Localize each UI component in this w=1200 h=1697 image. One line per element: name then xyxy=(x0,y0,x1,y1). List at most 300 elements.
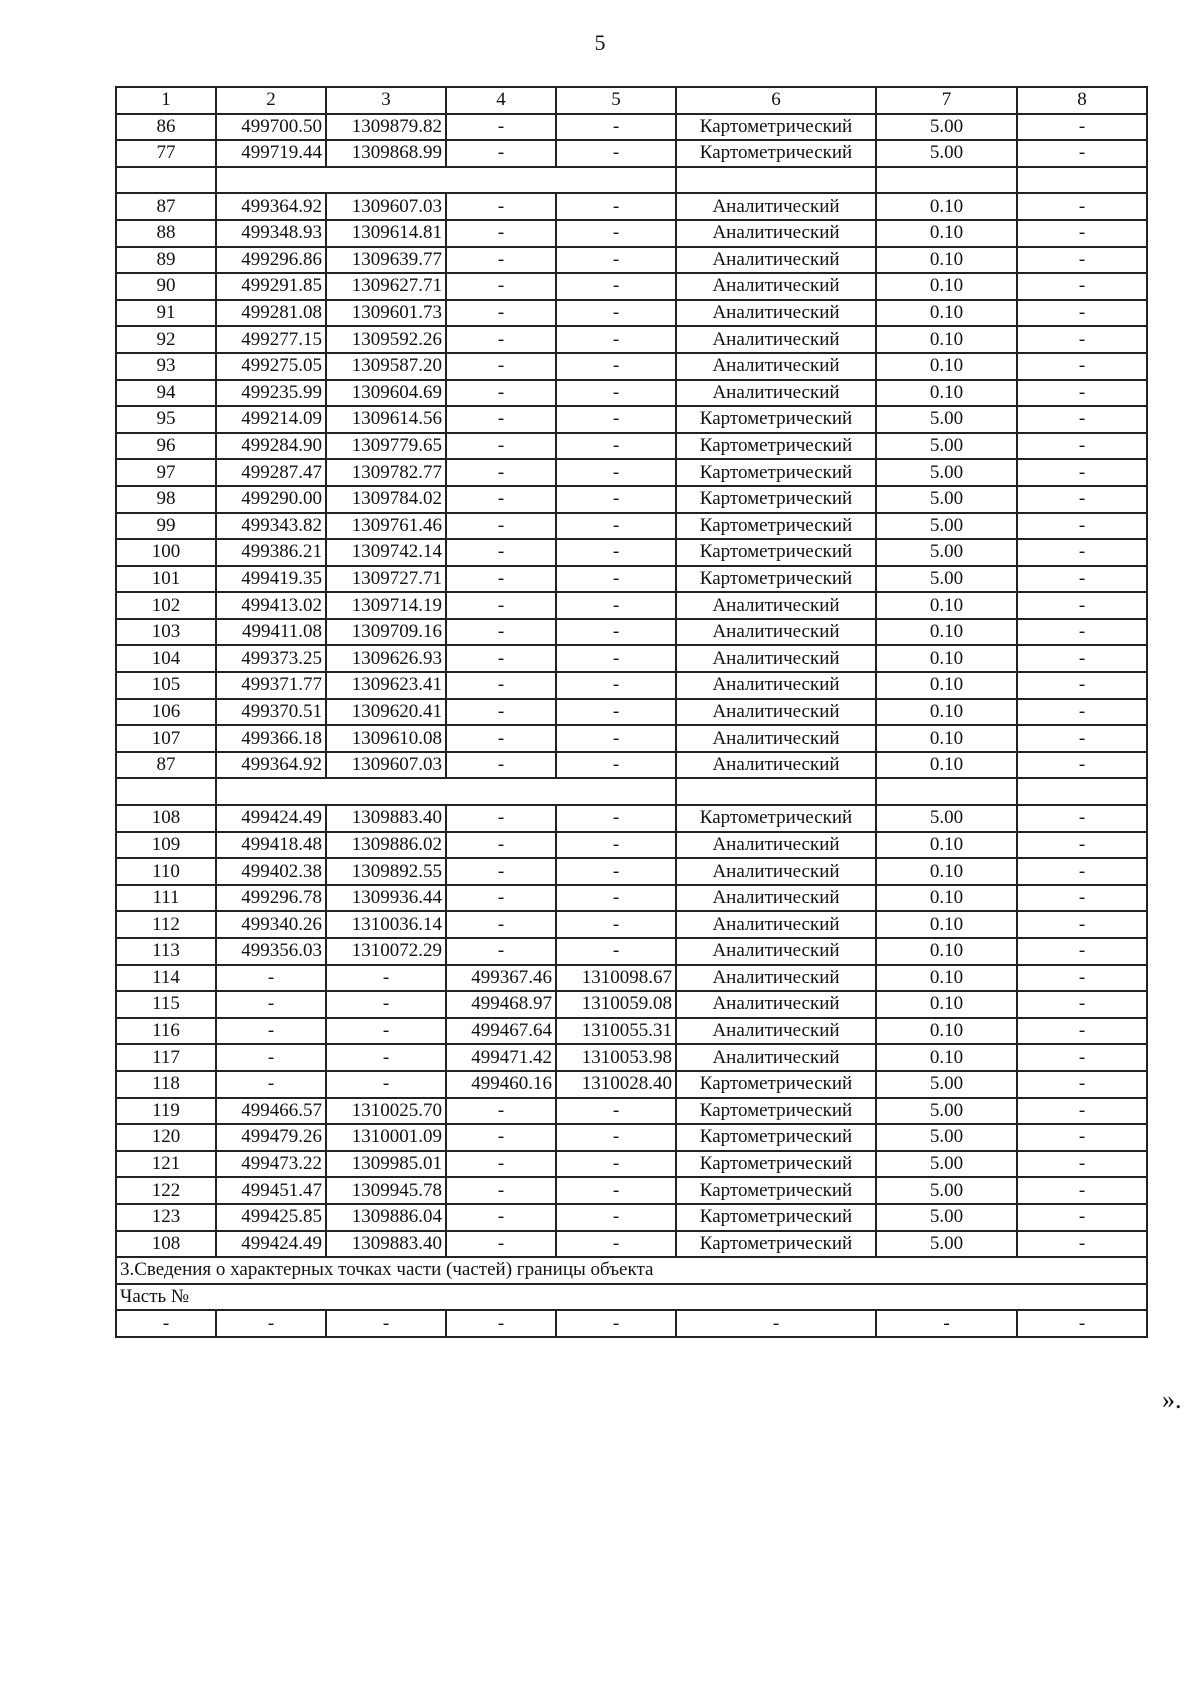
table-row xyxy=(116,114,1147,141)
description-cell: - xyxy=(1017,513,1147,540)
accuracy-cell: 5.00 xyxy=(876,1124,1017,1151)
method-cell: Аналитический xyxy=(676,300,876,327)
x-coordinate-cell: 499418.48 xyxy=(216,832,326,859)
x-coordinate-alt-cell: - xyxy=(446,619,556,646)
method-cell: Картометрический xyxy=(676,114,876,141)
accuracy-cell: 0.10 xyxy=(876,592,1017,619)
x-coordinate-alt-cell: - xyxy=(446,1098,556,1125)
method-cell: Аналитический xyxy=(676,1018,876,1045)
x-coordinate-cell: - xyxy=(216,1018,326,1045)
y-coordinate-alt-cell: - xyxy=(556,858,676,885)
y-coordinate-cell: 1309614.56 xyxy=(326,406,446,433)
y-coordinate-cell: - xyxy=(326,1018,446,1045)
x-coordinate-alt-cell: - xyxy=(446,645,556,672)
x-coordinate-cell: 499424.49 xyxy=(216,805,326,832)
point-number-cell: 96 xyxy=(116,433,216,460)
method-cell: Аналитический xyxy=(676,326,876,353)
x-coordinate-alt-cell: - xyxy=(446,273,556,300)
x-coordinate-cell: 499284.90 xyxy=(216,433,326,460)
y-coordinate-cell: 1309868.99 xyxy=(326,140,446,167)
description-cell: - xyxy=(1017,433,1147,460)
y-coordinate-alt-cell: - xyxy=(556,193,676,220)
point-number-cell: 122 xyxy=(116,1177,216,1204)
accuracy-cell: 0.10 xyxy=(876,911,1017,938)
method-cell: Картометрический xyxy=(676,1124,876,1151)
accuracy-cell: 0.10 xyxy=(876,752,1017,779)
description-cell: - xyxy=(1017,459,1147,486)
method-cell: Аналитический xyxy=(676,645,876,672)
description-cell: - xyxy=(1017,539,1147,566)
accuracy-cell: 0.10 xyxy=(876,645,1017,672)
table-row xyxy=(116,965,1147,992)
y-coordinate-alt-cell: - xyxy=(556,486,676,513)
x-coordinate-alt-cell: - xyxy=(446,699,556,726)
point-number-cell: 100 xyxy=(116,539,216,566)
table-row xyxy=(116,1018,1147,1045)
method-cell: Картометрический xyxy=(676,1098,876,1125)
point-number-cell: 106 xyxy=(116,699,216,726)
x-coordinate-alt-cell: - xyxy=(446,1231,556,1258)
method-cell: Аналитический xyxy=(676,672,876,699)
table-row xyxy=(116,1151,1147,1178)
table-row xyxy=(116,885,1147,912)
header-row xyxy=(116,87,1147,114)
point-number-cell: 115 xyxy=(116,991,216,1018)
point-number-cell: 107 xyxy=(116,725,216,752)
y-coordinate-cell: 1309587.20 xyxy=(326,353,446,380)
accuracy-cell: 5.00 xyxy=(876,566,1017,593)
accuracy-cell: 0.10 xyxy=(876,725,1017,752)
x-coordinate-alt-cell: 499468.97 xyxy=(446,991,556,1018)
y-coordinate-alt-cell: - xyxy=(556,1310,676,1337)
point-number-cell: 102 xyxy=(116,592,216,619)
x-coordinate-alt-cell: - xyxy=(446,353,556,380)
method-cell: Аналитический xyxy=(676,911,876,938)
y-coordinate-alt-cell: - xyxy=(556,672,676,699)
y-coordinate-cell: 1309639.77 xyxy=(326,247,446,274)
x-coordinate-cell: 499348.93 xyxy=(216,220,326,247)
y-coordinate-cell: 1309727.71 xyxy=(326,566,446,593)
blank-cell xyxy=(216,778,676,805)
accuracy-cell: 5.00 xyxy=(876,1177,1017,1204)
description-cell: - xyxy=(1017,566,1147,593)
accuracy-cell: 0.10 xyxy=(876,938,1017,965)
y-coordinate-cell: 1309709.16 xyxy=(326,619,446,646)
y-coordinate-alt-cell: - xyxy=(556,140,676,167)
x-coordinate-alt-cell: - xyxy=(446,140,556,167)
y-coordinate-cell: 1309945.78 xyxy=(326,1177,446,1204)
table-row xyxy=(116,433,1147,460)
table-row xyxy=(116,486,1147,513)
x-coordinate-alt-cell: 499467.64 xyxy=(446,1018,556,1045)
section-row xyxy=(116,1257,1147,1284)
x-coordinate-alt-cell: - xyxy=(446,193,556,220)
accuracy-cell: 5.00 xyxy=(876,805,1017,832)
table-row xyxy=(116,619,1147,646)
description-cell: - xyxy=(1017,911,1147,938)
description-cell: - xyxy=(1017,645,1147,672)
table-row xyxy=(116,725,1147,752)
description-cell: - xyxy=(1017,273,1147,300)
description-cell: - xyxy=(1017,885,1147,912)
page-number: 5 xyxy=(594,30,606,55)
point-number-cell: 88 xyxy=(116,220,216,247)
y-coordinate-alt-cell: - xyxy=(556,273,676,300)
y-coordinate-cell: 1309936.44 xyxy=(326,885,446,912)
section-label: Часть № xyxy=(116,1284,1147,1311)
table-row xyxy=(116,911,1147,938)
x-coordinate-cell: 499719.44 xyxy=(216,140,326,167)
y-coordinate-alt-cell: - xyxy=(556,433,676,460)
description-cell: - xyxy=(1017,1044,1147,1071)
table-row xyxy=(116,592,1147,619)
x-coordinate-alt-cell: - xyxy=(446,938,556,965)
y-coordinate-alt-cell: 1310098.67 xyxy=(556,965,676,992)
y-coordinate-cell: 1309607.03 xyxy=(326,193,446,220)
x-coordinate-alt-cell: - xyxy=(446,911,556,938)
point-number-cell: 119 xyxy=(116,1098,216,1125)
x-coordinate-alt-cell: - xyxy=(446,326,556,353)
point-number-cell: 118 xyxy=(116,1071,216,1098)
accuracy-cell: 0.10 xyxy=(876,832,1017,859)
y-coordinate-alt-cell: - xyxy=(556,326,676,353)
point-number-cell: 92 xyxy=(116,326,216,353)
blank-cell xyxy=(876,778,1017,805)
method-cell: Аналитический xyxy=(676,858,876,885)
column-header-5: 5 xyxy=(556,87,676,114)
point-number-cell: 113 xyxy=(116,938,216,965)
table-row xyxy=(116,1204,1147,1231)
description-cell: - xyxy=(1017,1124,1147,1151)
table-row xyxy=(116,566,1147,593)
accuracy-cell: 0.10 xyxy=(876,353,1017,380)
description-cell: - xyxy=(1017,114,1147,141)
blank-cell xyxy=(116,778,216,805)
x-coordinate-cell: 499356.03 xyxy=(216,938,326,965)
x-coordinate-cell: 499366.18 xyxy=(216,725,326,752)
y-coordinate-alt-cell: - xyxy=(556,513,676,540)
x-coordinate-cell: 499425.85 xyxy=(216,1204,326,1231)
method-cell: Аналитический xyxy=(676,965,876,992)
description-cell: - xyxy=(1017,858,1147,885)
method-cell: Аналитический xyxy=(676,619,876,646)
accuracy-cell: 0.10 xyxy=(876,1018,1017,1045)
table-row xyxy=(116,406,1147,433)
y-coordinate-cell: 1309714.19 xyxy=(326,592,446,619)
description-cell: - xyxy=(1017,220,1147,247)
point-number-cell: 105 xyxy=(116,672,216,699)
point-number-cell: 97 xyxy=(116,459,216,486)
x-coordinate-alt-cell: - xyxy=(446,1151,556,1178)
table-row xyxy=(116,1310,1147,1337)
blank-cell xyxy=(876,167,1017,194)
table-row xyxy=(116,672,1147,699)
x-coordinate-cell: 499290.00 xyxy=(216,486,326,513)
description-cell: - xyxy=(1017,752,1147,779)
x-coordinate-cell: 499411.08 xyxy=(216,619,326,646)
y-coordinate-cell: 1309626.93 xyxy=(326,645,446,672)
table-row xyxy=(116,991,1147,1018)
y-coordinate-cell: 1309601.73 xyxy=(326,300,446,327)
accuracy-cell: 0.10 xyxy=(876,672,1017,699)
point-number-cell: 87 xyxy=(116,752,216,779)
y-coordinate-cell: - xyxy=(326,1310,446,1337)
x-coordinate-cell: 499340.26 xyxy=(216,911,326,938)
accuracy-cell: 0.10 xyxy=(876,699,1017,726)
table-row xyxy=(116,326,1147,353)
y-coordinate-cell: 1309627.71 xyxy=(326,273,446,300)
y-coordinate-alt-cell: - xyxy=(556,220,676,247)
y-coordinate-cell: 1309779.65 xyxy=(326,433,446,460)
table-row xyxy=(116,938,1147,965)
y-coordinate-cell: 1309607.03 xyxy=(326,752,446,779)
method-cell: Картометрический xyxy=(676,1204,876,1231)
table-row xyxy=(116,140,1147,167)
x-coordinate-alt-cell: - xyxy=(446,858,556,885)
point-number-cell: 109 xyxy=(116,832,216,859)
description-cell: - xyxy=(1017,247,1147,274)
table-row xyxy=(116,645,1147,672)
x-coordinate-cell: - xyxy=(216,991,326,1018)
y-coordinate-alt-cell: - xyxy=(556,380,676,407)
accuracy-cell: 0.10 xyxy=(876,380,1017,407)
accuracy-cell: 5.00 xyxy=(876,486,1017,513)
y-coordinate-alt-cell: - xyxy=(556,885,676,912)
coordinates-table xyxy=(115,86,1148,1338)
y-coordinate-alt-cell: - xyxy=(556,911,676,938)
y-coordinate-alt-cell: - xyxy=(556,1177,676,1204)
y-coordinate-alt-cell: - xyxy=(556,752,676,779)
x-coordinate-alt-cell: - xyxy=(446,486,556,513)
y-coordinate-cell: 1309614.81 xyxy=(326,220,446,247)
column-header-6: 6 xyxy=(676,87,876,114)
method-cell: Аналитический xyxy=(676,380,876,407)
y-coordinate-cell: 1310025.70 xyxy=(326,1098,446,1125)
point-number-cell: 120 xyxy=(116,1124,216,1151)
table-row xyxy=(116,220,1147,247)
method-cell: Картометрический xyxy=(676,140,876,167)
x-coordinate-cell: 499296.78 xyxy=(216,885,326,912)
point-number-cell: 112 xyxy=(116,911,216,938)
point-number-cell: 90 xyxy=(116,273,216,300)
method-cell: Картометрический xyxy=(676,1071,876,1098)
method-cell: Аналитический xyxy=(676,193,876,220)
table-row xyxy=(116,459,1147,486)
y-coordinate-alt-cell: 1310053.98 xyxy=(556,1044,676,1071)
x-coordinate-alt-cell: 499460.16 xyxy=(446,1071,556,1098)
y-coordinate-alt-cell: - xyxy=(556,619,676,646)
x-coordinate-alt-cell: - xyxy=(446,513,556,540)
method-cell: - xyxy=(676,1310,876,1337)
x-coordinate-alt-cell: - xyxy=(446,300,556,327)
description-cell: - xyxy=(1017,300,1147,327)
x-coordinate-cell: 499402.38 xyxy=(216,858,326,885)
y-coordinate-cell: 1310072.29 xyxy=(326,938,446,965)
y-coordinate-alt-cell: 1310028.40 xyxy=(556,1071,676,1098)
x-coordinate-alt-cell: - xyxy=(446,672,556,699)
x-coordinate-cell: 499277.15 xyxy=(216,326,326,353)
x-coordinate-cell: 499451.47 xyxy=(216,1177,326,1204)
y-coordinate-cell: 1309761.46 xyxy=(326,513,446,540)
x-coordinate-alt-cell: - xyxy=(446,406,556,433)
y-coordinate-alt-cell: - xyxy=(556,300,676,327)
y-coordinate-alt-cell: 1310055.31 xyxy=(556,1018,676,1045)
x-coordinate-alt-cell: - xyxy=(446,805,556,832)
y-coordinate-alt-cell: - xyxy=(556,1151,676,1178)
column-header-3: 3 xyxy=(326,87,446,114)
description-cell: - xyxy=(1017,832,1147,859)
x-coordinate-alt-cell: - xyxy=(446,1204,556,1231)
x-coordinate-cell: 499214.09 xyxy=(216,406,326,433)
x-coordinate-alt-cell: - xyxy=(446,247,556,274)
method-cell: Аналитический xyxy=(676,725,876,752)
x-coordinate-cell: 499287.47 xyxy=(216,459,326,486)
accuracy-cell: 0.10 xyxy=(876,220,1017,247)
y-coordinate-cell: 1310001.09 xyxy=(326,1124,446,1151)
y-coordinate-cell: 1309623.41 xyxy=(326,672,446,699)
accuracy-cell: 0.10 xyxy=(876,858,1017,885)
table-row xyxy=(116,699,1147,726)
x-coordinate-alt-cell: 499367.46 xyxy=(446,965,556,992)
description-cell: - xyxy=(1017,140,1147,167)
accuracy-cell: 0.10 xyxy=(876,619,1017,646)
y-coordinate-alt-cell: - xyxy=(556,592,676,619)
x-coordinate-cell: 499370.51 xyxy=(216,699,326,726)
point-number-cell: 114 xyxy=(116,965,216,992)
blank-cell xyxy=(676,167,876,194)
y-coordinate-alt-cell: - xyxy=(556,832,676,859)
description-cell: - xyxy=(1017,965,1147,992)
description-cell: - xyxy=(1017,699,1147,726)
description-cell: - xyxy=(1017,672,1147,699)
x-coordinate-alt-cell: - xyxy=(446,752,556,779)
y-coordinate-alt-cell: - xyxy=(556,353,676,380)
point-number-cell: 117 xyxy=(116,1044,216,1071)
accuracy-cell: 0.10 xyxy=(876,991,1017,1018)
description-cell: - xyxy=(1017,1151,1147,1178)
x-coordinate-cell: 499235.99 xyxy=(216,380,326,407)
method-cell: Аналитический xyxy=(676,592,876,619)
x-coordinate-cell: - xyxy=(216,1071,326,1098)
method-cell: Картометрический xyxy=(676,486,876,513)
point-number-cell: 77 xyxy=(116,140,216,167)
table-row xyxy=(116,1124,1147,1151)
point-number-cell: 111 xyxy=(116,885,216,912)
y-coordinate-cell: 1309610.08 xyxy=(326,725,446,752)
table-row xyxy=(116,193,1147,220)
x-coordinate-alt-cell: - xyxy=(446,1124,556,1151)
y-coordinate-cell: - xyxy=(326,1071,446,1098)
point-number-cell: 108 xyxy=(116,805,216,832)
accuracy-cell: 0.10 xyxy=(876,300,1017,327)
method-cell: Аналитический xyxy=(676,832,876,859)
x-coordinate-cell: 499343.82 xyxy=(216,513,326,540)
method-cell: Картометрический xyxy=(676,539,876,566)
method-cell: Аналитический xyxy=(676,885,876,912)
description-cell: - xyxy=(1017,725,1147,752)
point-number-cell: 86 xyxy=(116,114,216,141)
y-coordinate-cell: 1309985.01 xyxy=(326,1151,446,1178)
y-coordinate-alt-cell: - xyxy=(556,1204,676,1231)
point-number-cell: 116 xyxy=(116,1018,216,1045)
description-cell: - xyxy=(1017,619,1147,646)
y-coordinate-cell: 1310036.14 xyxy=(326,911,446,938)
point-number-cell: 108 xyxy=(116,1231,216,1258)
method-cell: Аналитический xyxy=(676,353,876,380)
separator-row xyxy=(116,167,1147,194)
description-cell: - xyxy=(1017,406,1147,433)
accuracy-cell: 0.10 xyxy=(876,247,1017,274)
table-row xyxy=(116,300,1147,327)
y-coordinate-cell: - xyxy=(326,1044,446,1071)
point-number-cell: 89 xyxy=(116,247,216,274)
x-coordinate-cell: 499291.85 xyxy=(216,273,326,300)
accuracy-cell: 5.00 xyxy=(876,114,1017,141)
accuracy-cell: 5.00 xyxy=(876,513,1017,540)
x-coordinate-cell: 499371.77 xyxy=(216,672,326,699)
y-coordinate-cell: 1309886.02 xyxy=(326,832,446,859)
table-row xyxy=(116,539,1147,566)
accuracy-cell: 0.10 xyxy=(876,326,1017,353)
method-cell: Картометрический xyxy=(676,1177,876,1204)
table-row xyxy=(116,273,1147,300)
blank-cell xyxy=(216,167,676,194)
description-cell: - xyxy=(1017,1018,1147,1045)
x-coordinate-cell: 499281.08 xyxy=(216,300,326,327)
column-header-8: 8 xyxy=(1017,87,1147,114)
section-row xyxy=(116,1284,1147,1311)
description-cell: - xyxy=(1017,1098,1147,1125)
x-coordinate-alt-cell: - xyxy=(446,539,556,566)
point-number-cell: 101 xyxy=(116,566,216,593)
table-row xyxy=(116,805,1147,832)
y-coordinate-alt-cell: - xyxy=(556,938,676,965)
description-cell: - xyxy=(1017,991,1147,1018)
y-coordinate-cell: 1309883.40 xyxy=(326,805,446,832)
method-cell: Аналитический xyxy=(676,699,876,726)
description-cell: - xyxy=(1017,938,1147,965)
y-coordinate-alt-cell: - xyxy=(556,247,676,274)
y-coordinate-cell: - xyxy=(326,965,446,992)
x-coordinate-cell: 499466.57 xyxy=(216,1098,326,1125)
column-header-7: 7 xyxy=(876,87,1017,114)
accuracy-cell: 5.00 xyxy=(876,406,1017,433)
accuracy-cell: 0.10 xyxy=(876,193,1017,220)
section-label: 3.Сведения о характерных точках части (частей) границы объекта xyxy=(116,1257,1147,1284)
point-number-cell: - xyxy=(116,1310,216,1337)
y-coordinate-cell: 1309592.26 xyxy=(326,326,446,353)
method-cell: Картометрический xyxy=(676,513,876,540)
y-coordinate-alt-cell: 1310059.08 xyxy=(556,991,676,1018)
point-number-cell: 103 xyxy=(116,619,216,646)
description-cell: - xyxy=(1017,193,1147,220)
column-header-2: 2 xyxy=(216,87,326,114)
accuracy-cell: 5.00 xyxy=(876,433,1017,460)
point-number-cell: 91 xyxy=(116,300,216,327)
description-cell: - xyxy=(1017,380,1147,407)
accuracy-cell: 5.00 xyxy=(876,140,1017,167)
x-coordinate-cell: - xyxy=(216,965,326,992)
x-coordinate-alt-cell: - xyxy=(446,1310,556,1337)
method-cell: Картометрический xyxy=(676,566,876,593)
y-coordinate-cell: 1309892.55 xyxy=(326,858,446,885)
x-coordinate-alt-cell: - xyxy=(446,380,556,407)
method-cell: Картометрический xyxy=(676,459,876,486)
table-row xyxy=(116,752,1147,779)
method-cell: Картометрический xyxy=(676,433,876,460)
y-coordinate-cell: 1309742.14 xyxy=(326,539,446,566)
y-coordinate-cell: 1309883.40 xyxy=(326,1231,446,1258)
